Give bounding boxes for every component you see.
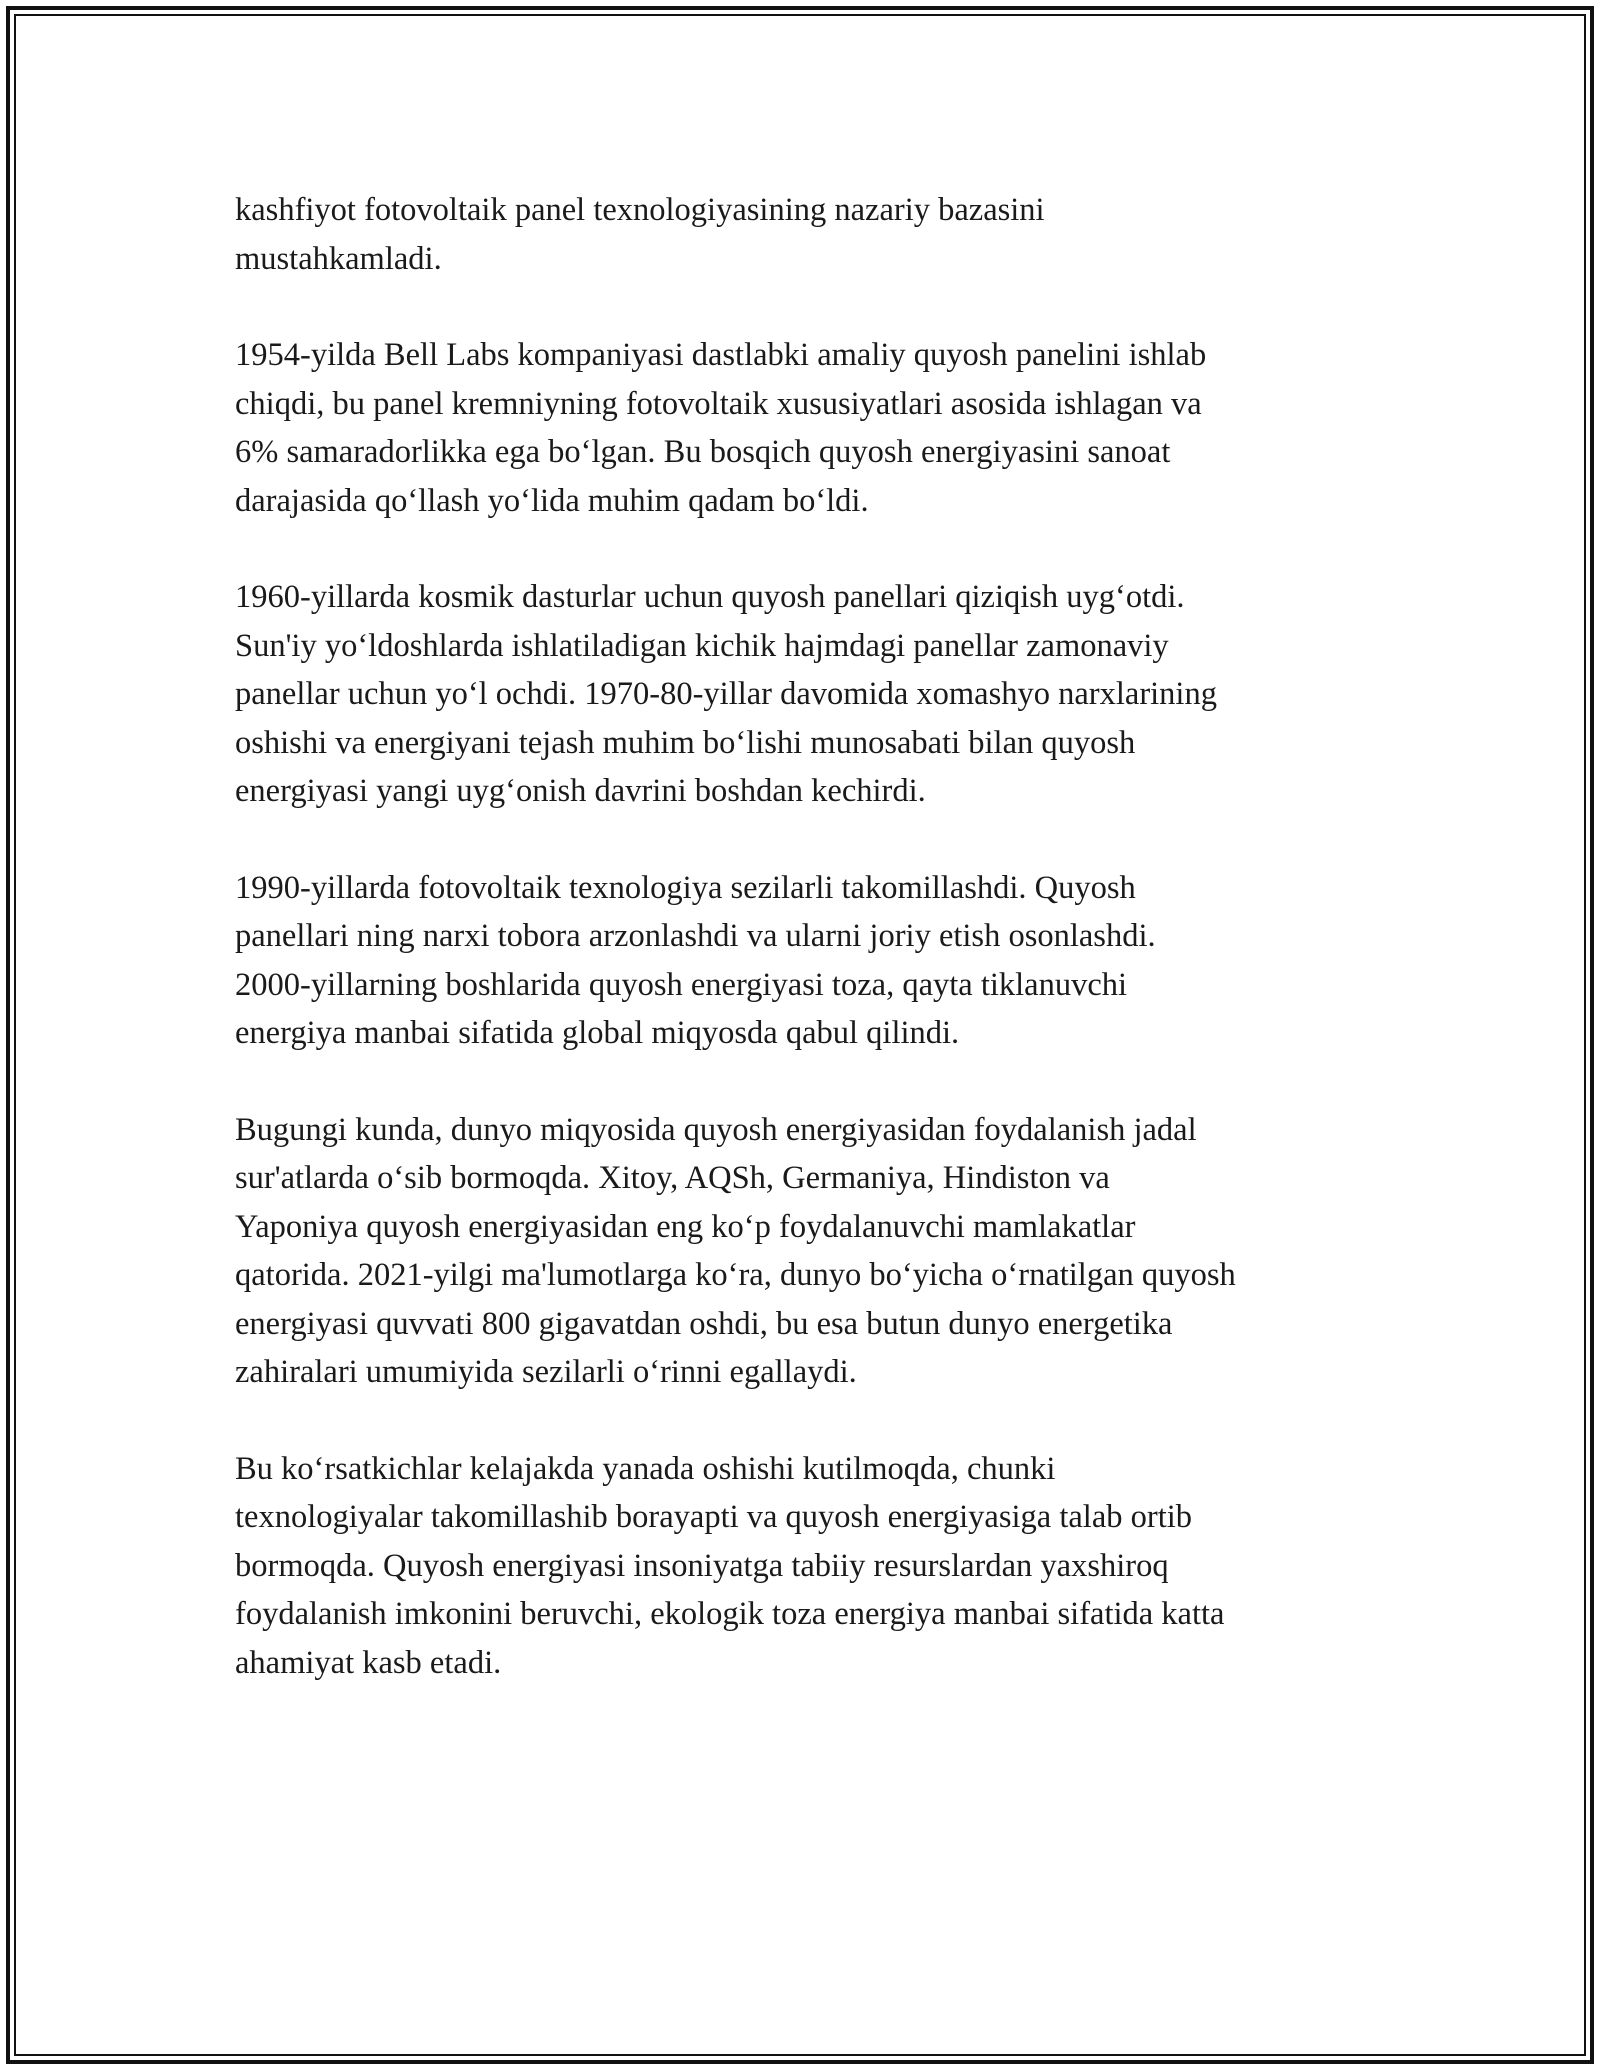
paragraph-6: Bu ko‘rsatkichlar kelajakda yanada oshishi kutilmoqda, chunki texnologiyalar takomillashib borayapti va quyosh energiyasiga talab ortib bormoqda. Quyosh energiyasi insoniyatga tabiiy resurslardan yaxshiroq foydalanish imkonini beruvchi, ekologik toza energiya manbai sifatida katta ahamiyat kasb etadi. <box>235 1450 1225 1681</box>
paragraph-2: 1954-yilda Bell Labs kompaniyasi dastlabki amaliy quyosh panelini ishlab chiqdi, bu panel kremniyning fotovoltaik xususiyatlari asosida ishlagan va 6% samaradorlikka ega bo‘lgan. Bu bosqich quyosh energiyasini sanoat darajasida qo‘llash yo‘lida muhim qadam bo‘ldi. <box>235 337 1207 519</box>
paragraph-1: kashfiyot fotovoltaik panel texnologiyasining nazariy bazasini mustahkamladi. <box>235 192 1045 277</box>
paragraph-4: 1990-yillarda fotovoltaik texnologiya sezilarli takomillashdi. Quyosh panellari ning narxi tobora arzonlashdi va ularni joriy etish osonlashdi. 2000-yillarning boshlarida quyosh energiyasi toza, qayta tiklanuvchi energiya manbai sifatida global miqyosda qabul qilindi. <box>235 869 1156 1051</box>
paragraph-5: Bugungi kunda, dunyo miqyosida quyosh energiyasidan foydalanish jadal sur'atlarda o‘sib bormoqda. Xitoy, AQSh, Germaniya, Hindiston va Yaponiya quyosh energiyasidan eng ko‘p foydalanuvchi mamlakatlar qatorida. 2021-yilgi ma'lumotlarga ko‘ra, dunyo bo‘yicha o‘rnatilgan quyosh energiyasi quvvati 800 gigavatdan oshdi, bu esa butun dunyo energetika zahiralari umumiyida sezilarli o‘rinni egallaydi. <box>235 1111 1236 1390</box>
paragraph-3: 1960-yillarda kosmik dasturlar uchun quyosh panellari qiziqish uyg‘otdi. Sun'iy yo‘ldoshlarda ishlatiladigan kichik hajmdagi panellar zamonaviy panellar uchun yo‘l ochdi. 1970-80-yillar davomida xomashyo narxlarining oshishi va energiyani tejash muhim bo‘lishi munosabati bilan quyosh energiyasi yangi uyg‘onish davrini boshdan kechirdi. <box>235 579 1217 809</box>
document-body <box>235 186 1375 1735</box>
